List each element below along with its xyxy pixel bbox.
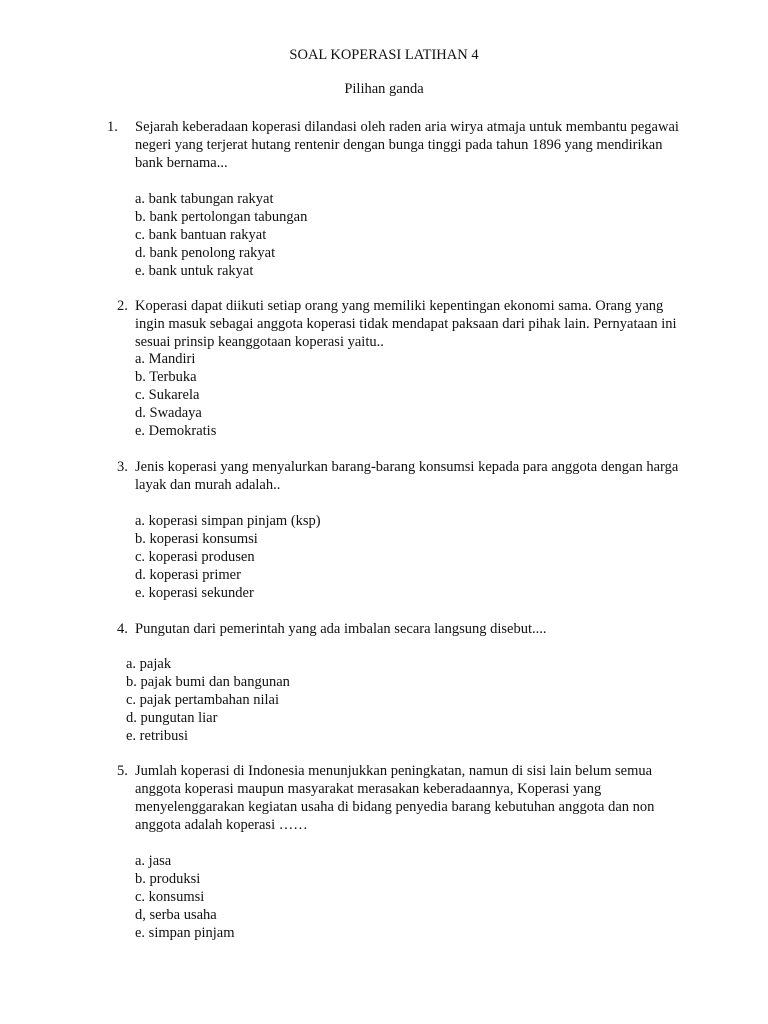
question-number: 1. [107,119,118,135]
option-d: d. pungutan liar [126,710,218,726]
option-c: c. koperasi produsen [135,549,255,565]
option-a: a. Mandiri [135,351,196,367]
option-b: b. bank pertolongan tabungan [135,209,308,225]
option-a: a. bank tabungan rakyat [135,191,274,207]
page-subtitle: Pilihan ganda [344,81,424,97]
option-e: e. bank untuk rakyat [135,263,254,279]
options-list-1 [135,190,307,280]
question-number: 5. [117,763,128,779]
option-d: d. koperasi primer [135,567,241,583]
question-text: Jenis koperasi yang menyalurkan barang-barang konsumsi kepada para anggota dengan harga layak dan murah adalah.. [135,459,679,493]
options-list-5 [135,852,234,942]
option-e: e. koperasi sekunder [135,585,254,601]
question-text: Sejarah keberadaan koperasi dilandasi oleh raden aria wirya atmaja untuk membantu pegawai negeri yang terjerat hutang rentenir dengan bunga tinggi pada tahun 1896 yang mendirikan bank bernama... [135,119,679,171]
option-e: e. Demokratis [135,423,217,439]
option-d: d, serba usaha [135,907,217,923]
option-e: e. retribusi [126,728,189,744]
question-number: 3. [117,459,128,475]
option-c: c. Sukarela [135,387,200,403]
option-a: a. jasa [135,853,172,869]
question-number: 2. [117,298,128,314]
page-title: SOAL KOPERASI LATIHAN 4 [289,47,479,63]
option-e: e. simpan pinjam [135,925,235,941]
option-b: b. Terbuka [135,369,197,385]
option-d: d. bank penolong rakyat [135,245,276,261]
option-c: c. pajak pertambahan nilai [126,692,279,708]
option-b: b. produksi [135,871,201,887]
option-c: c. konsumsi [135,889,205,905]
question-text: Koperasi dapat diikuti setiap orang yang memiliki kepentingan ekonomi sama. Orang yang ingin masuk sebagai anggota koperasi tidak mendapat paksaan dari pihak lain. Pernyataan ini sesuai prinsip keanggotaan koperasi yaitu.. [135,298,677,350]
option-a: a. pajak [126,656,172,672]
question-number: 4. [117,621,128,637]
option-b: b. pajak bumi dan bangunan [126,674,290,690]
options-list-3 [135,512,321,602]
option-a: a. koperasi simpan pinjam (ksp) [135,513,321,529]
question-text: Jumlah koperasi di Indonesia menunjukkan peningkatan, namun di sisi lain belum semua anggota koperasi maupun masyarakat merasakan keberadaannya, Koperasi yang menyelenggarakan kegiatan usaha di bidang penyedia barang kebutuhan anggota dan non anggota adalah koperasi …… [135,763,655,833]
options-list-4 [126,655,290,745]
option-c: c. bank bantuan rakyat [135,227,267,243]
option-d: d. Swadaya [135,405,202,421]
question-text: Pungutan dari pemerintah yang ada imbalan secara langsung disebut.... [135,621,547,637]
option-b: b. koperasi konsumsi [135,531,258,547]
options-list-2 [135,350,216,440]
